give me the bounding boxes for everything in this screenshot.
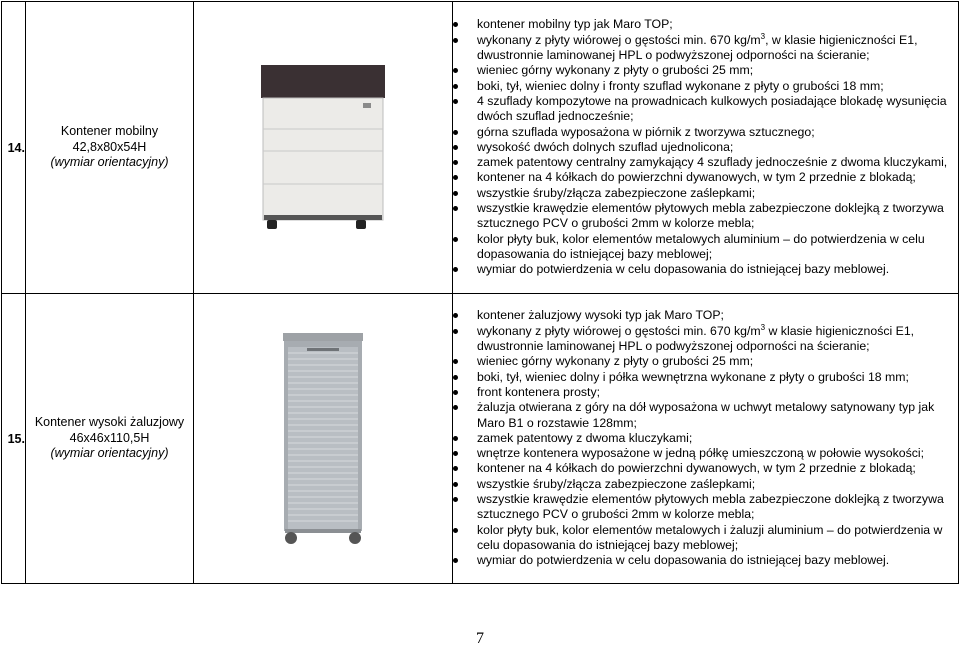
item-number: 14. xyxy=(2,2,26,294)
table-row xyxy=(2,2,959,294)
list-item xyxy=(453,33,958,64)
density-superscript: 3 xyxy=(760,31,766,41)
item-size: 46x46x110,5H xyxy=(69,430,150,445)
list-item: kontener żaluzjowy wysoki typ jak Maro TOP; xyxy=(453,308,958,323)
list-item: wnętrze kontenera wyposażone w jedną półkę umieszczoną w połowie wysokości; xyxy=(453,446,958,461)
item-note: (wymiar orientacyjny) xyxy=(50,155,169,170)
density-tail: , w klasie higieniczności E1, dwustronnie laminowanej HPL o podwyższonej odporności na ścieranie; xyxy=(477,32,918,63)
page-number: 7 xyxy=(476,630,484,647)
list-item: boki, tył, wieniec dolny i fronty szuflad wykonane z płyty o grubości 18 mm; xyxy=(453,79,958,94)
description-cell xyxy=(453,2,959,294)
item-name-cell xyxy=(26,294,194,584)
product-image-cell xyxy=(194,294,453,584)
list-item: 4 szuflady kompozytowe na prowadnicach kulkowych posiadające blokadę wysunięcia dwóch szuflad jednocześnie; xyxy=(453,94,958,125)
list-item xyxy=(453,324,958,355)
list-item: wszystkie krawędzie elementów płytowych mebla zabezpieczone doklejką z tworzywa sztucznego PCV o grubości 2mm w kolorze mebla; xyxy=(453,201,958,232)
list-item: kolor płyty buk, kolor elementów metalowych i żaluzji aluminium – do potwierdzenia w celu dopasowania do istniejącej bazy meblowej; xyxy=(453,523,958,554)
item-size: 42,8x80x54H xyxy=(72,139,147,154)
list-item: wieniec górny wykonany z płyty o grubości 25 mm; xyxy=(453,354,958,369)
item-number: 15. xyxy=(2,294,26,584)
product-image-cell xyxy=(194,2,453,294)
density-tail: w klasie higieniczności E1, dwustronnie laminowanej HPL o podwyższonej odporności na ścieranie; xyxy=(477,323,915,354)
list-item: wymiar do potwierdzenia w celu dopasowania do istniejącej bazy meblowej. xyxy=(453,262,958,277)
list-item: zamek patentowy z dwoma kluczykami; xyxy=(453,431,958,446)
list-item: front kontenera prosty; xyxy=(453,385,958,400)
density-superscript: 3 xyxy=(760,322,766,332)
list-item: wszystkie śruby/złącza zabezpieczone zaślepkami; xyxy=(453,477,958,492)
list-item: kontener na 4 kółkach do powierzchni dywanowych, w tym 2 przednie z blokadą; xyxy=(453,461,958,476)
mobile-pedestal-image xyxy=(261,65,385,231)
list-item: wymiar do potwierdzenia w celu dopasowania do istniejącej bazy meblowej. xyxy=(453,553,958,568)
list-item: kontener na 4 kółkach do powierzchni dywanowych, w tym 2 przednie z blokadą; xyxy=(453,170,958,185)
list-item: żaluzja otwierana z góry na dół wyposażona w uchwyt metalowy satynowany typ jak Maro B1 o rozstawie 128mm; xyxy=(453,400,958,431)
list-item: wszystkie śruby/złącza zabezpieczone zaślepkami; xyxy=(453,186,958,201)
table-row xyxy=(2,294,959,584)
list-item: wysokość dwóch dolnych szuflad ujednolicona; xyxy=(453,140,958,155)
list-item: zamek patentowy centralny zamykający 4 szuflady jednocześnie z dwoma kluczykami, xyxy=(453,155,958,170)
spec-list xyxy=(453,17,958,277)
list-item: kolor płyty buk, kolor elementów metalowych aluminium – do potwierdzenia w celu dopasowania do istniejącej bazy meblowej; xyxy=(453,232,958,263)
list-item: kontener mobilny typ jak Maro TOP; xyxy=(453,17,958,32)
description-cell xyxy=(453,294,959,584)
item-name-cell xyxy=(26,2,194,294)
item-name: Kontener mobilny xyxy=(60,124,159,139)
item-note: (wymiar orientacyjny) xyxy=(50,446,169,461)
density-text: wykonany z płyty wiórowej o gęstości min. 670 kg/m xyxy=(477,32,761,47)
list-item: wieniec górny wykonany z płyty o grubości 25 mm; xyxy=(453,63,958,78)
list-item: wszystkie krawędzie elementów płytowych mebla zabezpieczone doklejką z tworzywa sztucznego PCV o grubości 2mm w kolorze mebla; xyxy=(453,492,958,523)
item-name: Kontener wysoki żaluzjowy xyxy=(34,415,185,430)
list-item: górna szuflada wyposażona w piórnik z tworzywa sztucznego; xyxy=(453,125,958,140)
spec-list xyxy=(453,308,958,568)
list-item: boki, tył, wieniec dolny i półka wewnętrzna wykonane z płyty o grubości 18 mm; xyxy=(453,370,958,385)
density-text: wykonany z płyty wiórowej o gęstości min. 670 kg/m xyxy=(477,323,761,338)
specification-table xyxy=(1,1,959,584)
tambour-cabinet-image xyxy=(283,333,363,545)
